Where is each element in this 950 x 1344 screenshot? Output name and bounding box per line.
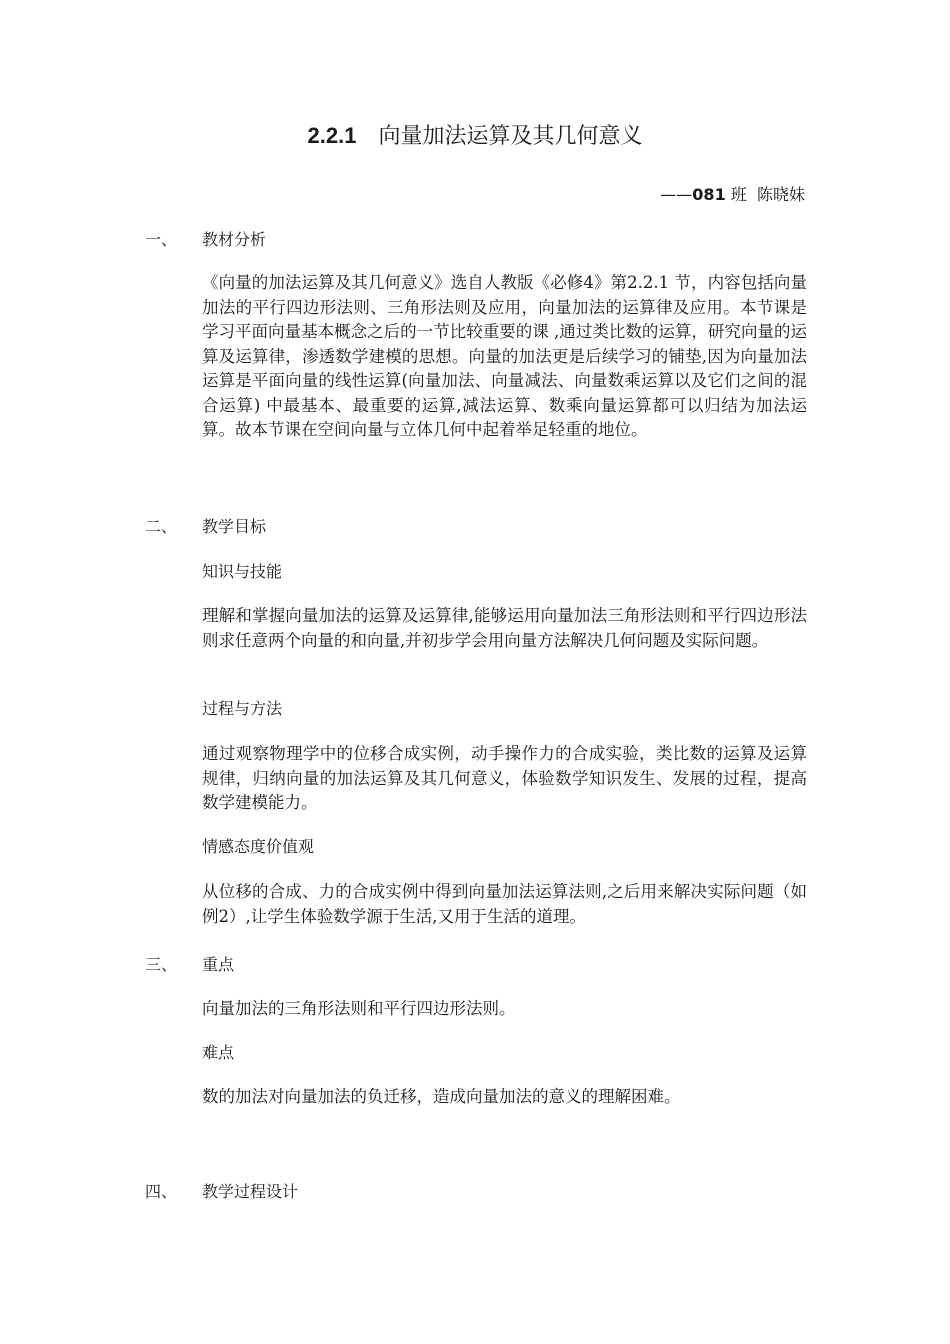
subheading-difficulties: 难点 (202, 1043, 235, 1062)
author-class-number: 081 (692, 185, 726, 204)
author-class-label: 班 (730, 185, 747, 204)
section-heading-1 (145, 228, 266, 252)
section-title: 教材分析 (202, 230, 267, 249)
section-title: 教学目标 (202, 517, 267, 536)
section-heading-2 (145, 515, 266, 539)
section-number: 三、 (145, 955, 178, 974)
title-number: 2.2.1 (307, 123, 357, 148)
key-points-paragraph: 向量加法的三角形法则和平行四边形法则。 (202, 999, 516, 1018)
section-title: 重点 (202, 955, 235, 974)
section-heading-4 (145, 1180, 298, 1204)
author-name: 陈晓妹 (756, 185, 805, 204)
attitude-values-paragraph: 从位移的合成、力的合成实例中得到向量加法运算法则,之后用来解决实际问题（如例2）,让学生体验数学源于生活,又用于生活的道理。 (202, 882, 807, 926)
subheading-knowledge-skills: 知识与技能 (202, 562, 283, 581)
section-number: 四、 (145, 1182, 178, 1201)
process-method-paragraph: 通过观察物理学中的位移合成实例，动手操作力的合成实验，类比数的运算及运算规律，归纳向量的加法运算及其几何意义，体验数学知识发生、发展的过程，提高数学建模能力。 (202, 744, 807, 812)
page-title (0, 121, 950, 152)
author-line (660, 183, 805, 207)
difficulties-paragraph: 数的加法对向量加法的负迁移，造成向量加法的意义的理解困难。 (202, 1087, 681, 1106)
section-title: 教学过程设计 (202, 1182, 299, 1201)
knowledge-skills-paragraph: 理解和掌握向量加法的运算及运算律,能够运用向量加法三角形法则和平行四边形法则求任意两个向量的和向量,并初步学会用向量方法解决几何问题及实际问题。 (202, 606, 807, 650)
title-text: 向量加法运算及其几何意义 (378, 124, 643, 149)
section-1-paragraph: 《向量的加法运算及其几何意义》选自人教版《必修4》第2.2.1 节，内容包括向量加法的平行四边形法则、三角形法则及应用，向量加法的运算律及应用。本节课是学习平面向量基本概念之后的一节比较重要的课 ,通过类比数的运算，研究向量的运算及运算律，渗透数学建模的思想。向量的加法更是后续学习的铺垫,因为向量加法运算是平面向量的线性运算(向量加法、向量减法、向量数乘运算以及它们之间的混合运算) 中最基本、最重要的运算,减法运算、数乘向量运算都可以归结为加法运算。故本节课在空间向量与立体几何中起着举足轻重的地位。 (202, 273, 807, 439)
author-dash: —— (660, 185, 693, 204)
subheading-process-method: 过程与方法 (202, 699, 283, 718)
subheading-attitude-values: 情感态度价值观 (202, 837, 315, 856)
section-heading-3 (145, 953, 234, 977)
section-number: 一、 (145, 230, 178, 249)
section-number: 二、 (145, 517, 178, 536)
